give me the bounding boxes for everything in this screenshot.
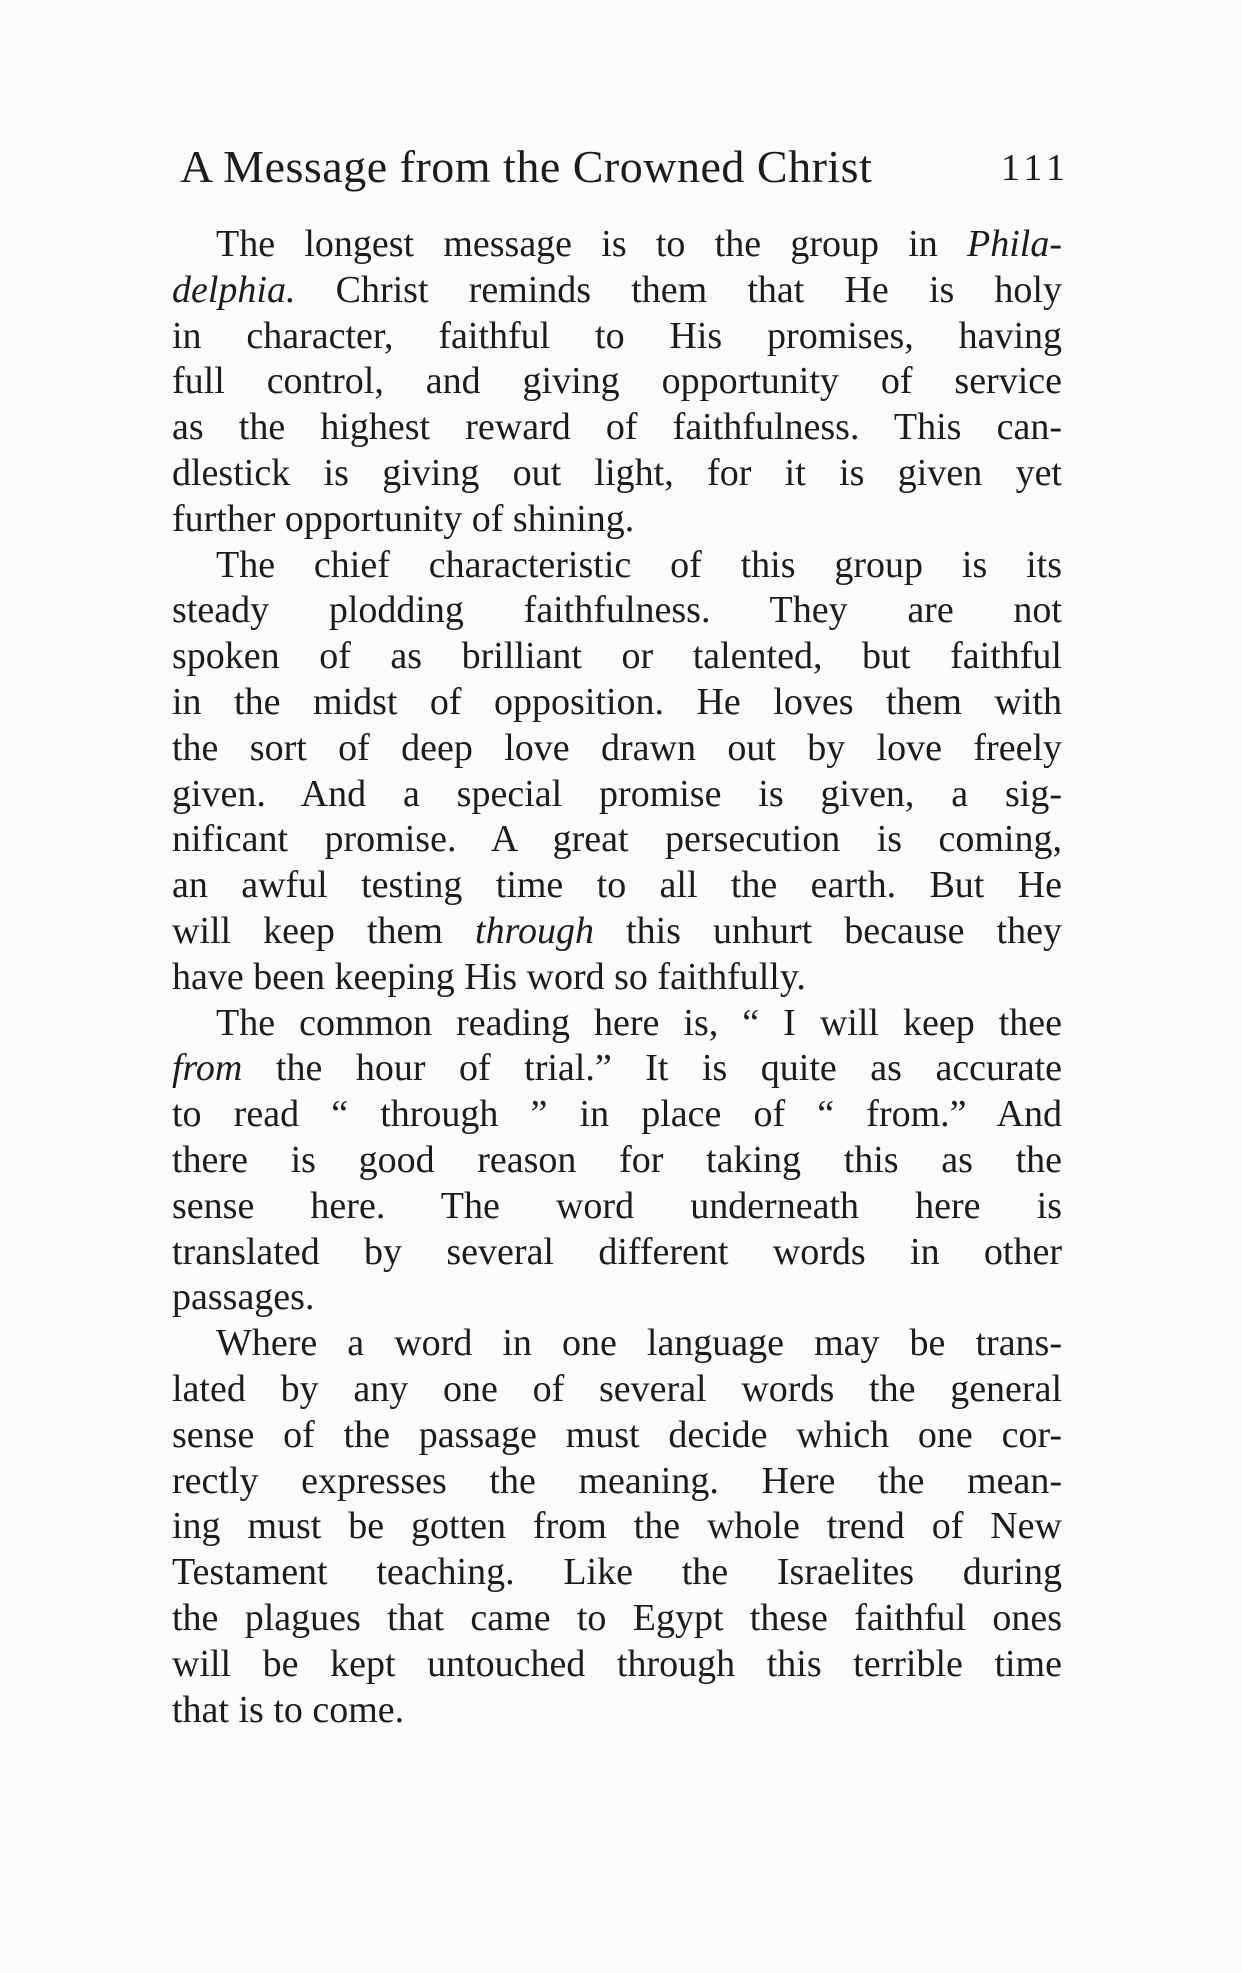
text-run: Christ reminds them that He is holy [295,268,1062,311]
text-line [172,1230,1062,1276]
text-line [172,955,1062,1001]
text-run: sense here. The word underneath here is [172,1184,1062,1227]
text-line [172,1138,1062,1184]
text-line [172,1275,1062,1321]
text-run: translated by several different words in other [172,1230,1062,1273]
running-title: A Message from the Crowned Christ [180,141,873,192]
text-line [172,1184,1062,1230]
text-run: in the midst of opposition. He loves them with [172,680,1062,723]
text-line [172,1504,1062,1550]
text-line [172,222,1062,268]
text-line [172,405,1062,451]
text-run: to read “ through ” in place of “ from.” And [172,1093,1062,1136]
text-run: dlestick is giving out light, for it is given yet [172,451,1062,494]
text-line [172,268,1062,314]
text-line [172,497,1062,543]
text-line [172,451,1062,497]
text-line [172,863,1062,909]
text-line [172,1367,1062,1413]
text-run: the plagues that came to Egypt these faithful ones [172,1596,1062,1639]
text-run: have been keeping His word so faithfully. [172,955,806,998]
text-line [172,680,1062,726]
text-run: there is good reason for taking this as the [172,1138,1062,1181]
text-line [172,1046,1062,1092]
text-run: steady plodding faithfulness. They are not [172,589,1062,632]
text-run: further opportunity of shining. [172,497,635,540]
text-run: passages. [172,1276,315,1319]
text-run: nificant promise. A great persecution is coming, [172,818,1062,861]
running-head [180,140,1070,210]
text-run: sense of the passage must decide which one cor- [172,1413,1062,1456]
text-run: rectly expresses the meaning. Here the mean- [172,1459,1062,1502]
text-line [172,543,1062,589]
text-run: full control, and giving opportunity of service [172,360,1062,403]
text-line [172,1688,1062,1734]
text-line [172,314,1062,360]
text-run: will be kept untouched through this terrible time [172,1642,1062,1685]
text-run: The common reading here is, “ I will keep thee [216,1001,1062,1044]
text-run: that is to come. [172,1688,405,1731]
page-number: 111 [1000,147,1070,189]
text-line [172,359,1062,405]
text-run: the sort of deep love drawn out by love freely [172,726,1062,769]
text-run: lated by any one of several words the general [172,1367,1062,1410]
text-run: The chief characteristic of this group is its [216,543,1062,586]
body-text [172,222,1062,1733]
text-run: given. And a special promise is given, a sig- [172,772,1062,815]
text-run: the hour of trial.” It is quite as accurate [242,1047,1062,1090]
text-line [172,1001,1062,1047]
italic-text: from [172,1047,243,1090]
text-run: Where a word in one language may be trans- [216,1322,1062,1365]
text-run: The longest message is to the group in [216,223,968,265]
text-line [172,1550,1062,1596]
text-line [172,909,1062,955]
text-run: ing must be gotten from the whole trend of New [172,1505,1062,1548]
text-run: spoken of as brilliant or talented, but faithful [172,635,1062,678]
text-line [172,726,1062,772]
italic-text: Phila- [967,223,1062,265]
text-line [172,634,1062,680]
text-line [172,772,1062,818]
paragraph [172,1321,1062,1733]
paragraph [172,543,1062,1001]
text-line [172,1413,1062,1459]
text-line [172,817,1062,863]
text-line [172,1321,1062,1367]
text-line [172,1459,1062,1505]
text-run: Testament teaching. Like the Israelites during [172,1551,1062,1594]
text-run: this unhurt because they [593,909,1062,952]
text-line [172,1092,1062,1138]
paragraph [172,222,1062,543]
text-line [172,1642,1062,1688]
text-line [172,1596,1062,1642]
text-run: an awful testing time to all the earth. But He [172,864,1062,907]
text-run: will keep them [172,909,476,952]
italic-text: delphia. [172,268,296,311]
paragraph [172,1001,1062,1322]
italic-text: through [475,909,594,952]
text-run: in character, faithful to His promises, having [172,314,1062,357]
text-line [172,588,1062,634]
text-run: as the highest reward of faithfulness. This can- [172,406,1062,449]
